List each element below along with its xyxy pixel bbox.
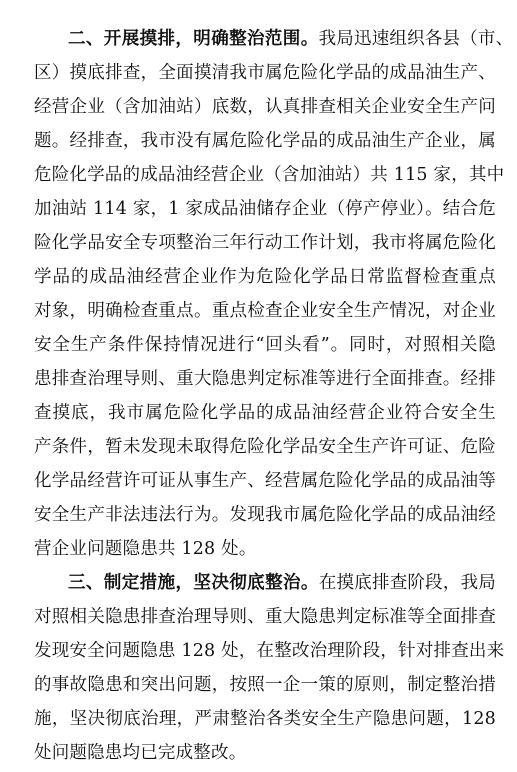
section2-first-line [68, 22, 514, 56]
section2-line-13: 化学品经营许可证从事生产、经营属危险化学品的成品油等 [34, 471, 496, 491]
section2-line-15: 营企业问题隐患共 128 处。 [34, 539, 257, 559]
section2-line-0: 我局迅速组织各县（市、 [318, 29, 514, 49]
section2-line-12: 产条件，暂未发现未取得危险化学品安全生产许可证、危险 [34, 437, 496, 457]
section2-line-9: 安全生产条件保持情况进行“回头看”。同时，对照相关隐 [34, 335, 496, 355]
section2-line-3: 题。经排查，我市没有属危险化学品的成品油生产企业，属 [34, 131, 496, 151]
section2-line-4: 危险化学品的成品油经营企业（含加油站）共 115 家，其中 [34, 165, 505, 185]
section2-line-8: 对象，明确检查重点。重点检查企业安全生产情况，对企业 [34, 301, 496, 321]
section3-line-4: 施，坚决彻底治理，严肃整治各类安全生产隐患问题，128 [34, 709, 496, 729]
section3-first-line [68, 566, 496, 600]
section2-line-11: 查摸底，我市属危险化学品的成品油经营企业符合安全生 [34, 403, 496, 423]
section2-line-7: 学品的成品油经营企业作为危险化学品日常监督检查重点 [34, 267, 496, 287]
section2-line-2: 经营企业（含加油站）底数，认真排查相关企业安全生产问 [34, 97, 496, 117]
section3-heading: 三、制定措施，坚决彻底整治。 [68, 573, 319, 593]
section2-line-10: 患排查治理导则、重大隐患判定标准等进行全面排查。经排 [34, 369, 496, 389]
section3-line-3: 的事故隐患和突出问题，按照一企一策的原则，制定整治措 [34, 675, 496, 695]
section3-line-2: 发现安全问题隐患 128 处，在整改治理阶段，针对排查出来 [34, 641, 505, 661]
section3-line-0: 在摸底排查阶段，我局 [318, 573, 496, 593]
section3-line-1: 对照相关隐患排查治理导则、重大隐患判定标准等全面排查 [34, 607, 496, 627]
section2-line-1: 区）摸底排查，全面摸清我市属危险化学品的成品油生产、 [34, 63, 496, 83]
section2-line-6: 险化学品安全专项整治三年行动工作计划，我市将属危险化 [34, 233, 496, 253]
section2-heading: 二、开展摸排，明确整治范围。 [68, 29, 319, 49]
section2-line-5: 加油站 114 家，1 家成品油储存企业（停产停业）。结合危 [34, 199, 496, 219]
section3-line-5: 处问题隐患均已完成整改。 [34, 743, 247, 763]
section2-line-14: 安全生产非法违法行为。发现我市属危险化学品的成品油经 [34, 505, 496, 525]
